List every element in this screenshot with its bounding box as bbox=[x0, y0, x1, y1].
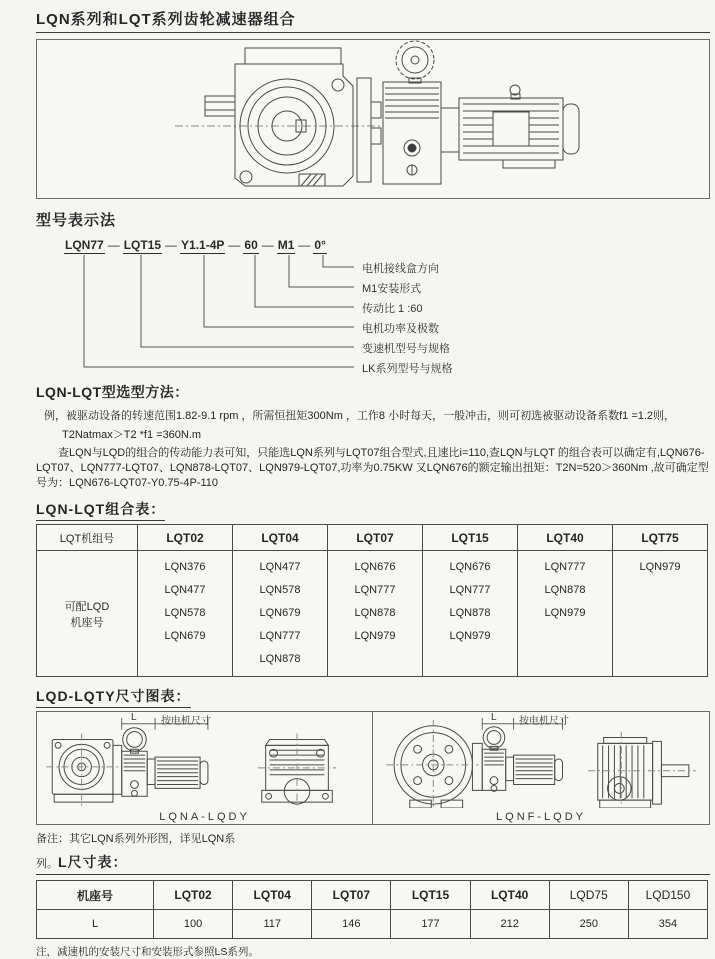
cell-value bbox=[613, 602, 707, 625]
cell-value bbox=[138, 648, 232, 671]
cell-value: 177 bbox=[391, 910, 470, 939]
cell-value: LQN477 bbox=[164, 584, 206, 596]
cell-value: LQN878 bbox=[354, 607, 396, 619]
diagram-panel-lqna bbox=[37, 712, 373, 824]
dim-label-l: L bbox=[491, 712, 497, 723]
l-dimension-table bbox=[36, 880, 708, 939]
diagram-panel-lqnf bbox=[373, 712, 709, 824]
dim-label-l: L bbox=[131, 712, 137, 723]
cell-value bbox=[518, 648, 612, 671]
cell-value: LQN878 bbox=[544, 584, 586, 596]
model-segment-angle: 0° bbox=[314, 238, 326, 252]
row-label: L bbox=[37, 910, 154, 939]
selection-paragraph: 查LQN与LQD的组合的传动能力表可知，只能选LQN系列与LQT07组合型式,且速比i=110,查LQN与LQT 的组合表可以确定有,LQN676-LQT07、LQN777-LQT07、LQN878-LQT07、LQN979-LQT07,功率为0.75KW 又LQN676的额定输出扭矩：T2N=520＞360Nm ,故可确定型号为：LQN676-LQT07-Y0.75-4P-110 bbox=[36, 447, 709, 489]
row-header-line1: 可配LQD bbox=[64, 600, 110, 613]
combo-table-heading: LQN-LQT组合表： bbox=[36, 499, 165, 521]
cell-value: LQN979 bbox=[449, 630, 491, 642]
l-table-heading: L尺寸表： bbox=[58, 854, 128, 870]
model-segment-power: Y1.1-4P bbox=[181, 238, 225, 252]
dim-label-motor-size: 按电机尺寸 bbox=[519, 716, 569, 727]
column-header-lqt15: LQT15 bbox=[423, 525, 518, 551]
model-label-motor-power: 电机功率及极数 bbox=[362, 323, 439, 335]
cell-value: 354 bbox=[628, 910, 707, 939]
l-table-heading-prefix: 列。 bbox=[36, 858, 58, 870]
table-cell-lqt15 bbox=[423, 551, 518, 677]
page-title: LQN系列和LQT系列齿轮减速器组合 bbox=[36, 8, 710, 33]
column-header-lqt02: LQT02 bbox=[154, 881, 233, 910]
cell-value bbox=[613, 625, 707, 648]
model-label-variator-model: 变速机型号与规格 bbox=[362, 343, 450, 355]
table-body-row bbox=[37, 910, 708, 939]
cell-value: LQN878 bbox=[259, 653, 301, 665]
dim-label-motor-size: 按电机尺寸 bbox=[161, 716, 211, 727]
dimension-diagram-heading: LQD-LQTY尺寸图表： bbox=[36, 686, 191, 708]
column-header-lqt15: LQT15 bbox=[391, 881, 470, 910]
reducer-assembly-drawing bbox=[36, 39, 710, 199]
column-header-lqt02: LQT02 bbox=[138, 525, 233, 551]
cell-value: LQN578 bbox=[164, 607, 206, 619]
cell-value: LQN777 bbox=[449, 584, 491, 596]
diagram-caption-lqna: LQNA-LQDY bbox=[159, 811, 250, 823]
lqnf-drawing bbox=[373, 714, 707, 808]
lqna-drawing bbox=[37, 714, 371, 808]
model-separator: — bbox=[165, 238, 178, 252]
cell-value: 100 bbox=[154, 910, 233, 939]
cell-value: 212 bbox=[470, 910, 549, 939]
table-cell-lqt04 bbox=[233, 551, 328, 677]
combo-table bbox=[36, 524, 708, 677]
cell-value: LQN676 bbox=[449, 561, 491, 573]
table-cell-lqt75 bbox=[613, 551, 708, 677]
model-segment-lqt: LQT15 bbox=[123, 238, 162, 252]
column-header-lqt04: LQT04 bbox=[233, 525, 328, 551]
cell-value: 250 bbox=[549, 910, 628, 939]
model-designation-diagram bbox=[36, 238, 710, 380]
model-designation-heading: 型号表示法 bbox=[36, 212, 117, 229]
table-cell-lqt07 bbox=[328, 551, 423, 677]
installation-note: 注，减速机的安装尺寸和安装形式参照LS系列。 bbox=[36, 946, 259, 958]
column-header-lqt40: LQT40 bbox=[470, 881, 549, 910]
cell-value bbox=[613, 648, 707, 671]
diagram-remark: 备注：其它LQN系列外形图，详见LQN系 bbox=[36, 833, 236, 845]
cell-value: LQN679 bbox=[259, 607, 301, 619]
cell-value: LQN878 bbox=[449, 607, 491, 619]
cell-value: LQN679 bbox=[164, 630, 206, 642]
model-segment-mount: M1 bbox=[277, 238, 295, 252]
row-header-line2: 机座号 bbox=[70, 616, 104, 629]
table-header-row bbox=[37, 525, 708, 551]
l-table-heading-row bbox=[36, 852, 710, 875]
model-separator: — bbox=[228, 238, 241, 252]
model-label-terminal-box: 电机接线盒方向 bbox=[362, 263, 439, 275]
selection-example-line1: 例，被驱动设备的转速范围1.82-9.1 rpm ，所需恒扭矩300Nm ，工作8 小时每天，一般冲击，则可初选被驱动设备系数f1 =1.2则， bbox=[44, 410, 676, 422]
cell-value: LQN578 bbox=[259, 584, 301, 596]
cell-value: LQN979 bbox=[544, 607, 586, 619]
model-segment-ratio: 60 bbox=[244, 238, 258, 252]
column-header-frame: 机座号 bbox=[37, 881, 154, 910]
table-header-row bbox=[37, 881, 708, 910]
cell-value: LQN777 bbox=[354, 584, 396, 596]
cell-value bbox=[328, 648, 422, 671]
column-header-lqt07: LQT07 bbox=[312, 881, 391, 910]
cell-value: 117 bbox=[233, 910, 312, 939]
cell-value: LQN979 bbox=[354, 630, 396, 642]
table-cell-lqt02 bbox=[138, 551, 233, 677]
diagram-caption-lqnf: LQNF-LQDY bbox=[496, 811, 586, 823]
model-segment-lqn: LQN77 bbox=[65, 238, 104, 252]
cell-value: 146 bbox=[312, 910, 391, 939]
column-header-lqd150: LQD150 bbox=[628, 881, 707, 910]
cell-value: LQN979 bbox=[639, 561, 681, 573]
selection-method-heading: LQN-LQT型选型方法： bbox=[36, 384, 189, 400]
cell-value: LQN676 bbox=[354, 561, 396, 573]
cell-value: LQN477 bbox=[259, 561, 301, 573]
table-cell-lqt40 bbox=[518, 551, 613, 677]
cell-value: LQN376 bbox=[164, 561, 206, 573]
cell-value bbox=[518, 625, 612, 648]
column-header-lqt04: LQT04 bbox=[233, 881, 312, 910]
model-separator: — bbox=[298, 238, 311, 252]
selection-example-line2: T2Natmax＞T2 *f1 =360N.m bbox=[62, 429, 202, 441]
column-header-lqd75: LQD75 bbox=[549, 881, 628, 910]
row-header-cell bbox=[37, 551, 138, 677]
dimension-diagrams bbox=[36, 711, 710, 825]
model-label-ratio: 传动比 1 :60 bbox=[362, 303, 423, 315]
column-header-lqt75: LQT75 bbox=[613, 525, 708, 551]
cell-value: LQN777 bbox=[544, 561, 586, 573]
model-separator: — bbox=[261, 238, 274, 252]
cell-value bbox=[423, 648, 517, 671]
cell-value: LQN777 bbox=[259, 630, 301, 642]
cell-value bbox=[613, 579, 707, 602]
column-header-unit: LQT机组号 bbox=[37, 525, 138, 551]
model-label-lk-series: LK系列型号与规格 bbox=[362, 363, 453, 375]
table-body-row bbox=[37, 551, 708, 677]
column-header-lqt07: LQT07 bbox=[328, 525, 423, 551]
model-separator: — bbox=[107, 238, 120, 252]
model-label-mounting: M1安装形式 bbox=[362, 283, 422, 295]
column-header-lqt40: LQT40 bbox=[518, 525, 613, 551]
